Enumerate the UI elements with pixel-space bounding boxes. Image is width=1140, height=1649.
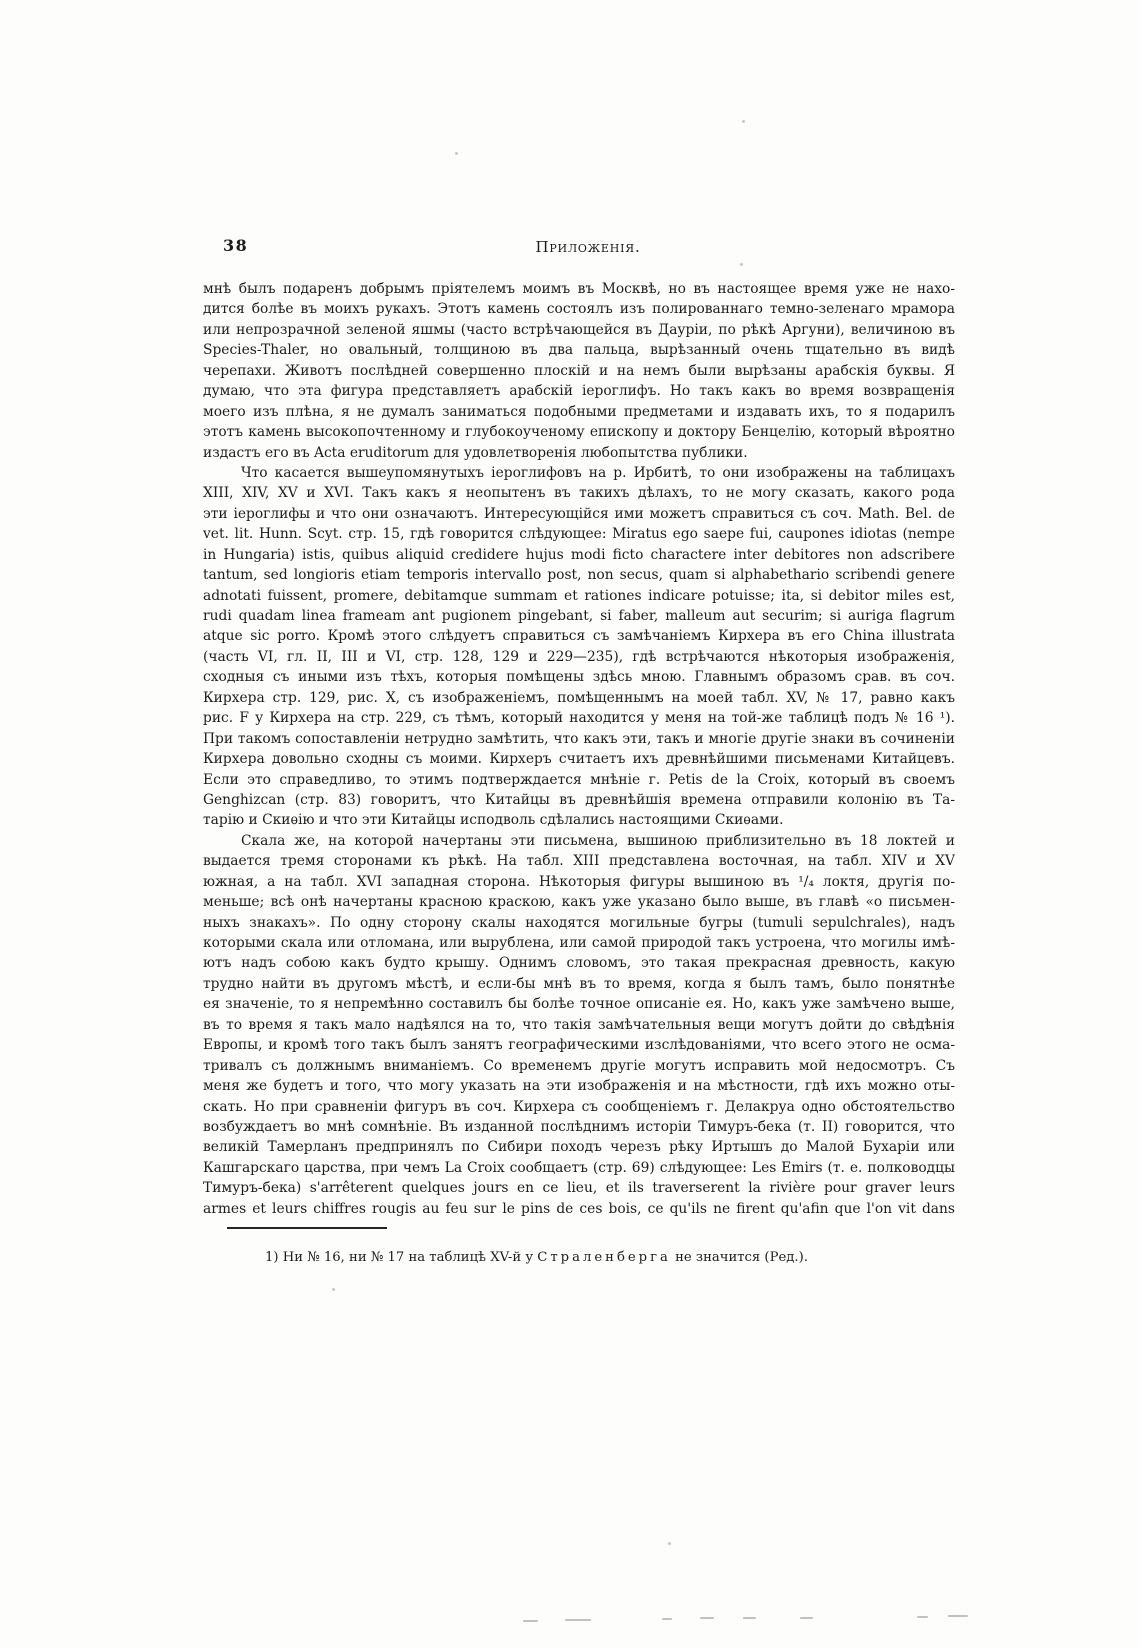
footnote-separator-rule xyxy=(227,1227,387,1229)
page-header-title: Приложенія. xyxy=(535,238,641,256)
page-number: 38 xyxy=(223,236,249,255)
text-line: rudi quadam linea frameam ant pugionem pingebant, si faber, malleum aut securim; si auriga flagrum xyxy=(203,608,955,624)
text-line: Что касается вышеупомянутыхъ іероглифовъ на р. Ирбитѣ, то они изображены на таблицахъ xyxy=(241,464,955,481)
text-line: моего изъ плѣна, я не думалъ заниматься подобными предметами и издавать ихъ, то я подарилъ xyxy=(203,403,955,420)
text-line: возбуждаетъ во мнѣ сомнѣніе. Въ изданной послѣднимъ исторіи Тимуръ-бека (т. II) говорится, что xyxy=(203,1118,955,1135)
text-line: думаю, что эта фигура представляетъ арабскій іероглифъ. Но такъ какъ во время возвращенія xyxy=(203,383,955,400)
text-line: ея значеніе, то я непремѣнно составилъ бы болѣе точное описаніе ея. Но, какъ уже замѣчено выше, xyxy=(203,996,955,1013)
scan-artifact-dash xyxy=(948,1615,968,1617)
body-text xyxy=(203,279,955,1219)
scan-artifact-dash xyxy=(662,1618,672,1620)
text-line: меня же будетъ и того, что могу указать на эти изображенія и на мѣстности, гдѣ ихъ можно оты- xyxy=(203,1078,955,1095)
footnote-spaced-name: Страленберга xyxy=(537,1250,671,1265)
text-line: тривалъ съ должнымъ вниманіемъ. Со временемъ другіе могутъ исправить мой недосмотръ. Съ xyxy=(203,1057,955,1074)
text-line: Скала же, на которой начертаны эти письмена, вышиною приблизительно въ 18 локтей и xyxy=(241,832,955,849)
text-line: рис. F у Кирхера на стр. 229, съ тѣмъ, который находится у меня на той-же таблицѣ подъ № 16 ¹). xyxy=(203,710,955,727)
text-line: adnotati fuissent, promere, debitamque summam et rationes indicare potuisse; ita, si debitor miles est, xyxy=(203,587,955,604)
text-line: Кирхера стр. 129, рис. X, съ изображеніемъ, помѣщеннымъ на моей табл. XV, № 17, равно какъ xyxy=(203,689,955,706)
scan-artifact-dash xyxy=(800,1617,813,1619)
text-line: черепахи. Животъ послѣдней совершенно плоскій и на немъ были вырѣзаны арабскія буквы. Я xyxy=(203,362,955,379)
text-line: издастъ его въ Acta eruditorum для удовлетворенія любопытства публики. xyxy=(203,444,748,461)
text-line: atque sic porro. Кромѣ этого слѣдуетъ справиться съ замѣчаніемъ Кирхера въ его China illustrata xyxy=(203,628,955,645)
text-line: скать. Но при сравненіи фигуръ въ соч. Кирхера съ сообщеніемъ г. Делакруа одно обстоятельство xyxy=(203,1098,955,1115)
text-line: Кирхера довольно сходны съ моими. Кирхеръ считаетъ ихъ древнѣйшими письменами Китайцевъ. xyxy=(203,751,955,768)
text-line: великій Тамерланъ предпринялъ по Сибири походъ черезъ рѣку Иртышъ до Малой Бухаріи или xyxy=(203,1139,955,1156)
scan-artifact-dash xyxy=(917,1616,928,1618)
text-line: которыми скала или отломана, или вырублена, или самой природой такъ устроена, что могилы имѣ- xyxy=(203,935,955,951)
text-line: Species-Thaler, но овальный, толщиною въ два пальца, вырѣзанный очень тщательно въ видѣ xyxy=(203,342,955,359)
text-line: При такомъ сопоставленіи нетрудно замѣтить, что какъ эти, такъ и многіе другіе знаки въ сочиненіи xyxy=(203,730,955,747)
text-line: in Hungaria) istis, quibus aliquid credidere hujus modi ficto charactere inter debitores non adscribere xyxy=(203,546,955,563)
text-line: Genghizcan (стр. 83) говоритъ, что Китайцы въ древнѣйшія времена отправили колонію въ Та- xyxy=(203,791,955,808)
scan-speck xyxy=(668,1542,671,1545)
text-line: ютъ надъ собою какъ будто крышу. Однимъ словомъ, это такая прекрасная древность, какую xyxy=(203,955,955,972)
text-line: дится болѣе въ моихъ рукахъ. Этотъ камень состоялъ изъ полированнаго темно-зеленаго мрамора xyxy=(203,301,955,318)
text-line: Европы, и кромѣ того такъ былъ занятъ географическими изслѣдованіями, что всего этого не осма- xyxy=(203,1037,955,1054)
text-line: Кашгарскаго царства, при чемъ La Croix сообщаетъ (стр. 69) слѣдующее: Les Emirs (т. е. полководцы xyxy=(203,1159,955,1176)
footnote-text: 1) Ни № 16, ни № 17 на таблицѣ XV-й у xyxy=(265,1250,538,1265)
footnote-text-end: не значится (Ред.). xyxy=(670,1250,808,1265)
scan-artifact-dash xyxy=(700,1617,714,1619)
text-line: XIII, XIV, XV и XVI. Такъ какъ я неопытенъ въ такихъ дѣлахъ, то не могу сказать, какого рода xyxy=(203,485,955,502)
text-line: этотъ камень высокопочтенному и глубокоученому епископу и доктору Бенцелію, который вѣроятно xyxy=(203,424,955,441)
text-line: мнѣ былъ подаренъ добрымъ пріятелемъ моимъ въ Москвѣ, но въ настоящее время уже не нахо- xyxy=(203,281,955,297)
scan-artifact-dash xyxy=(743,1617,756,1619)
scan-speck xyxy=(740,263,743,266)
text-line: сходныя съ иными изъ тѣхъ, которыя помѣщены здѣсь мною. Главнымъ образомъ срав. въ соч. xyxy=(203,669,955,686)
text-line: эти іероглифы и что они означаютъ. Интересующійся ими можетъ справиться съ соч. Math. Bel. de xyxy=(203,505,955,522)
text-line: тарію и Скиѳію и что эти Китайцы исподволь сдѣлались настоящими Скиѳами. xyxy=(203,812,784,829)
text-line: armes et leurs chiffres rougis au feu sur le pins de ces bois, ce qu'ils ne firent qu'afin que l'on vit dans xyxy=(203,1200,955,1217)
footnote xyxy=(265,1249,905,1266)
text-line: южная, а на табл. XVI западная сторона. Нѣкоторыя фигуры вышиною въ ¹/₄ локтя, другія по- xyxy=(203,873,955,890)
text-line: (часть VI, гл. II, III и VI, стр. 128, 129 и 229—235), гдѣ встрѣчаются нѣкоторыя изображенія, xyxy=(203,648,955,665)
text-line: выдается тремя сторонами къ рѣкѣ. На табл. XIII представлена восточная, на табл. XIV и XV xyxy=(203,853,955,870)
scan-speck xyxy=(742,120,745,123)
text-line: ныхъ знакахъ». По одну сторону скалы находятся могильные бугры (tumuli sepulchrales), надъ xyxy=(203,914,955,931)
text-line: трудно найти въ другомъ мѣстѣ, и если-бы мнѣ въ то время, когда я былъ тамъ, было понятнѣе xyxy=(203,975,955,992)
scan-speck xyxy=(332,1288,335,1291)
scan-artifact-dash xyxy=(523,1620,538,1622)
running-header xyxy=(203,238,955,260)
text-line: Тимуръ-бека) s'arrêterent quelques jours en ce lieu, et ils traverserent la rivière pour graver leurs xyxy=(203,1180,955,1197)
text-line: tantum, sed longioris etiam temporis intervallo post, non secus, quam si alphabethario scribendi genere xyxy=(203,567,955,584)
text-line: или непрозрачной зеленой яшмы (часто встрѣчающейся въ Дауріи, по рѣкѣ Аргуни), величиною въ xyxy=(203,321,955,338)
scan-speck xyxy=(455,152,458,155)
text-line: Если это справедливо, то этимъ подтверждается мнѣніе г. Petis de la Croix, который въ своемъ xyxy=(203,771,955,788)
text-line: vet. lit. Hunn. Scyt. стр. 15, гдѣ говорится слѣдующее: Miratus ego saepe fui, caupones idiotas (nempe xyxy=(203,526,955,543)
text-line: въ то время я такъ мало надѣялся на то, что такія замѣчательныя вещи могутъ дойти до свѣдѣнія xyxy=(203,1016,955,1033)
text-line: меньше; всѣ онѣ начертаны красною краскою, какъ уже указано было выше, въ главѣ «о письмен- xyxy=(203,894,955,911)
scan-artifact-dash xyxy=(565,1619,591,1621)
